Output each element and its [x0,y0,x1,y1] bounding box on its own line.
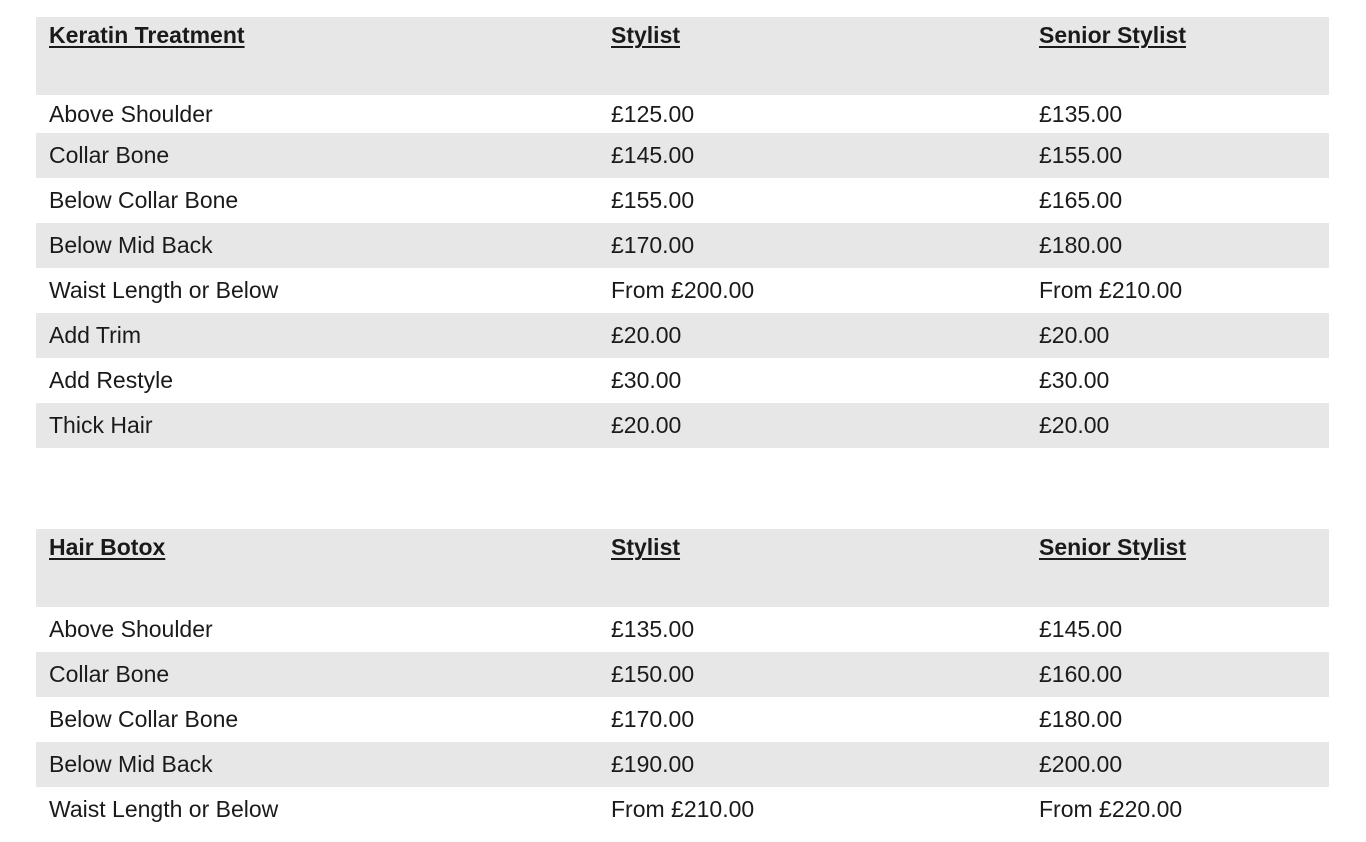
senior-stylist-price-cell: £20.00 [1039,412,1110,438]
stylist-price-cell: From £210.00 [611,796,755,822]
table-row [36,358,1329,403]
senior-stylist-price-cell: From £220.00 [1039,796,1183,822]
add-on-cell: Thick Hair [49,412,153,438]
stylist-price-cell: £20.00 [611,322,682,348]
stylist-price-cell: £145.00 [611,142,695,168]
senior-stylist-price-cell: £165.00 [1039,187,1123,213]
hair-length-cell: Below Collar Bone [49,706,239,732]
table-header-row [36,529,1329,607]
stylist-price-header: Stylist [611,534,681,560]
senior-stylist-price-cell: £20.00 [1039,322,1110,348]
stylist-price-cell: £125.00 [611,100,695,127]
hair-length-cell: Below Mid Back [49,232,213,258]
senior-stylist-price-cell: £135.00 [1039,100,1123,127]
senior-stylist-price-cell: From £210.00 [1039,277,1183,303]
hair-length-cell: Above Shoulder [49,100,213,127]
table-row [36,178,1329,223]
table-header-row [36,17,1329,95]
hair-length-cell: Collar Bone [49,661,170,687]
table-row [36,607,1329,652]
hair-length-cell: Below Collar Bone [49,187,239,213]
hair-length-cell: Collar Bone [49,142,170,168]
senior-stylist-price-cell: £145.00 [1039,616,1123,642]
table-row [36,268,1329,313]
stylist-price-header: Stylist [611,22,681,48]
add-on-cell: Add Restyle [49,367,174,393]
senior-stylist-price-cell: £160.00 [1039,661,1123,687]
table-row [36,95,1329,133]
stylist-price-cell: £170.00 [611,232,695,258]
stylist-price-cell: £135.00 [611,616,695,642]
table-row [36,742,1329,787]
senior-stylist-price-cell: £155.00 [1039,142,1123,168]
stylist-price-cell: £155.00 [611,187,695,213]
hair-length-cell: Waist Length or Below [49,796,279,822]
stylist-price-cell: £150.00 [611,661,695,687]
table-row [36,313,1329,358]
table-row [36,787,1329,832]
stylist-price-cell: £170.00 [611,706,695,732]
hair-length-cell: Above Shoulder [49,616,213,642]
treatment-name-header: Keratin Treatment [49,22,245,48]
senior-stylist-price-cell: £200.00 [1039,751,1123,777]
keratin-treatment-price-table [36,17,1329,448]
stylist-price-cell: £30.00 [611,367,682,393]
senior-stylist-price-cell: £30.00 [1039,367,1110,393]
add-on-cell: Add Trim [49,322,142,348]
senior-stylist-price-cell: £180.00 [1039,232,1123,258]
table-row [36,652,1329,697]
stylist-price-cell: £20.00 [611,412,682,438]
senior-stylist-price-cell: £180.00 [1039,706,1123,732]
table-row [36,697,1329,742]
stylist-price-cell: From £200.00 [611,277,755,303]
table-row [36,403,1329,448]
treatment-name-header: Hair Botox [49,534,166,560]
table-row [36,133,1329,178]
senior-stylist-price-header: Senior Stylist [1039,22,1186,48]
hair-length-cell: Below Mid Back [49,751,213,777]
hair-length-cell: Waist Length or Below [49,277,279,303]
stylist-price-cell: £190.00 [611,751,695,777]
hair-botox-price-table [36,529,1329,832]
table-row [36,223,1329,268]
senior-stylist-price-header: Senior Stylist [1039,534,1186,560]
